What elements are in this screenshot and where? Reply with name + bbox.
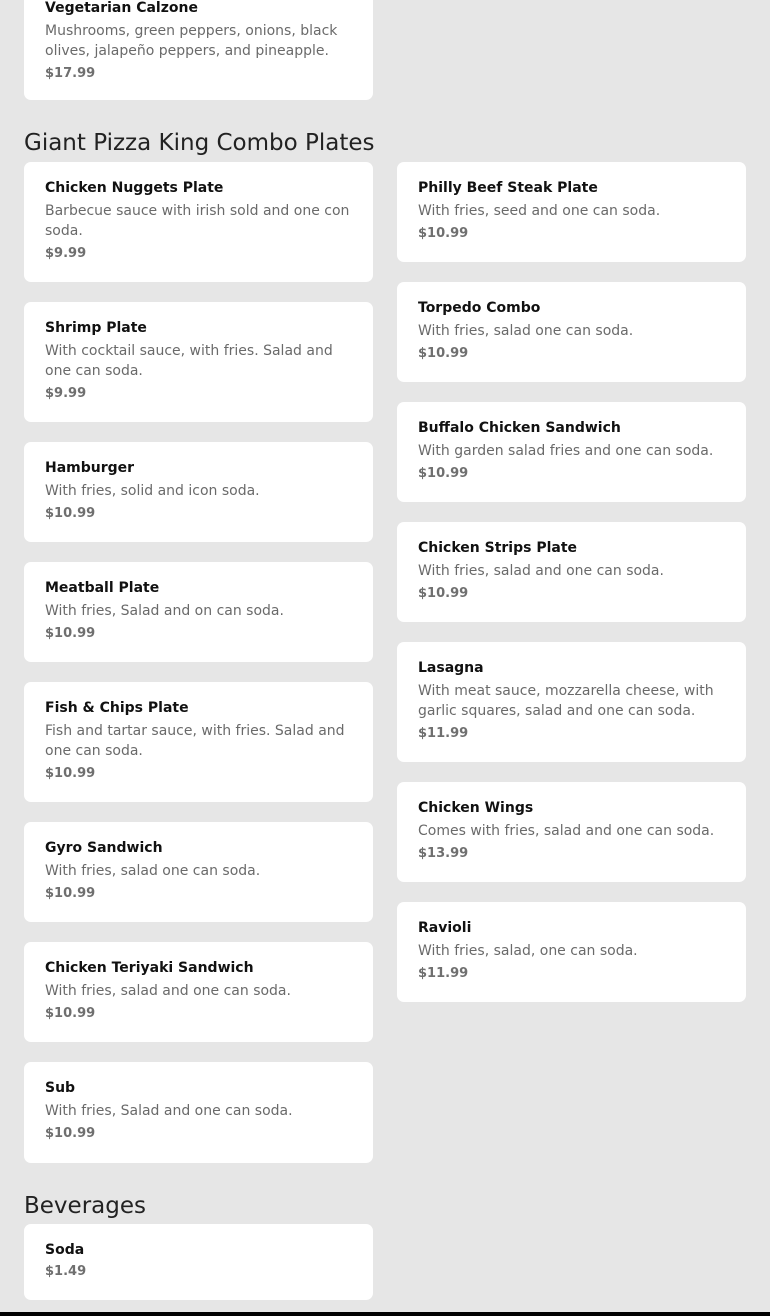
item-price: $10.99 — [45, 1006, 96, 1021]
item-name: Sub — [45, 1080, 76, 1096]
menu-item-card[interactable] — [397, 642, 746, 762]
menu-item-card[interactable] — [397, 402, 746, 502]
item-description: With fries, seed and one can soda. — [418, 203, 661, 219]
item-price: $17.99 — [45, 66, 96, 81]
item-description: Fish and tartar sauce, with fries. Salad and one can soda. — [45, 723, 345, 759]
item-price: $13.99 — [418, 846, 469, 861]
menu-item-card[interactable] — [397, 282, 746, 382]
menu-item-card[interactable] — [24, 442, 373, 542]
menu-item-card[interactable] — [24, 562, 373, 662]
menu-item-card[interactable] — [24, 942, 373, 1042]
menu-item-card[interactable] — [397, 782, 746, 882]
item-description: With fries, Salad and on can soda. — [45, 603, 284, 619]
item-name: Soda — [45, 1242, 85, 1258]
item-description: With garden salad fries and one can soda. — [418, 443, 714, 459]
item-description: With fries, Salad and one can soda. — [45, 1103, 293, 1119]
item-price: $10.99 — [418, 226, 469, 241]
item-description: With fries, salad and one can soda. — [45, 983, 291, 999]
item-price: $1.49 — [45, 1264, 87, 1279]
item-name: Vegetarian Calzone — [45, 0, 198, 16]
menu-item-card[interactable] — [397, 162, 746, 262]
item-name: Torpedo Combo — [418, 300, 541, 316]
item-price: $9.99 — [45, 246, 87, 261]
item-price: $10.99 — [45, 626, 96, 641]
item-price: $10.99 — [45, 1126, 96, 1141]
item-price: $11.99 — [418, 966, 469, 981]
item-price: $10.99 — [45, 886, 96, 901]
item-description: With fries, salad one can soda. — [418, 323, 634, 339]
item-price: $9.99 — [45, 386, 87, 401]
item-name: Gyro Sandwich — [45, 840, 163, 856]
item-price: $10.99 — [418, 346, 469, 361]
item-name: Philly Beef Steak Plate — [418, 180, 598, 196]
item-price: $11.99 — [418, 726, 469, 741]
item-name: Ravioli — [418, 920, 472, 936]
item-price: $10.99 — [45, 506, 96, 521]
menu-item-card[interactable] — [24, 1062, 373, 1163]
item-description: With fries, solid and icon soda. — [45, 483, 260, 499]
menu-item-card[interactable] — [24, 682, 373, 802]
item-name: Fish & Chips Plate — [45, 700, 189, 716]
menu-item-card[interactable] — [24, 1224, 373, 1300]
section-title-combo-plates: Giant Pizza King Combo Plates — [24, 130, 375, 156]
item-description: Barbecue sauce with irish sold and one con soda. — [45, 203, 350, 239]
menu-item-card[interactable] — [24, 302, 373, 422]
item-description: With fries, salad and one can soda. — [418, 563, 664, 579]
section-title-beverages: Beverages — [24, 1193, 146, 1219]
item-name: Hamburger — [45, 460, 135, 476]
item-description: With fries, salad one can soda. — [45, 863, 261, 879]
item-description: Mushrooms, green peppers, onions, black olives, jalapeño peppers, and pineapple. — [45, 23, 338, 59]
item-description: With cocktail sauce, with fries. Salad and one can soda. — [45, 343, 333, 379]
item-name: Meatball Plate — [45, 580, 160, 596]
menu-item-card[interactable] — [397, 522, 746, 622]
item-name: Chicken Strips Plate — [418, 540, 578, 556]
item-description: Comes with fries, salad and one can soda. — [418, 823, 715, 839]
item-name: Shrimp Plate — [45, 320, 147, 336]
item-description: With fries, salad, one can soda. — [418, 943, 638, 959]
item-description: With meat sauce, mozzarella cheese, with garlic squares, salad and one can soda. — [418, 683, 714, 719]
menu-item-card[interactable] — [24, 822, 373, 922]
menu-item-card[interactable] — [24, 0, 373, 100]
item-name: Chicken Teriyaki Sandwich — [45, 960, 254, 976]
menu-item-card[interactable] — [397, 902, 746, 1002]
item-name: Buffalo Chicken Sandwich — [418, 420, 621, 436]
item-price: $10.99 — [45, 766, 96, 781]
item-price: $10.99 — [418, 466, 469, 481]
item-name: Chicken Wings — [418, 800, 534, 816]
bottom-edge-bar — [0, 1312, 770, 1316]
item-price: $10.99 — [418, 586, 469, 601]
item-name: Lasagna — [418, 660, 484, 676]
item-name: Chicken Nuggets Plate — [45, 180, 224, 196]
menu-item-card[interactable] — [24, 162, 373, 282]
